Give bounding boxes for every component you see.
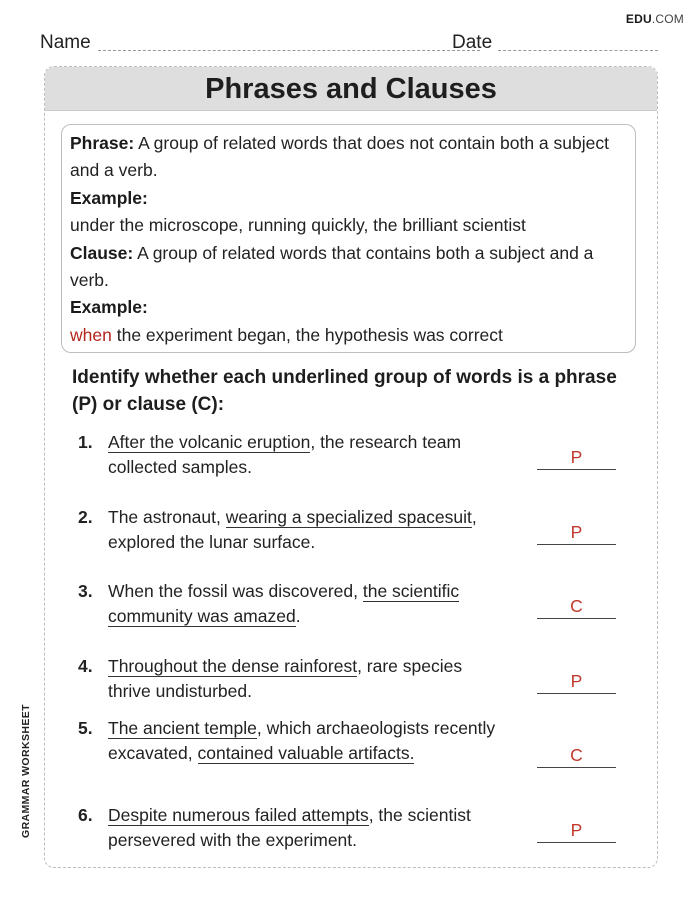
- phrase-definition: Phrase: A group of related words that does not contain both a subject and a verb.: [70, 133, 609, 181]
- underlined-words: the scientific community was amazed: [108, 581, 460, 626]
- underlined-words: Throughout the dense rainforest: [108, 656, 358, 676]
- answer-blank-1[interactable]: P: [537, 444, 616, 470]
- question-text-part: , rare species thrive undisturbed.: [108, 656, 463, 701]
- question-2: [78, 505, 498, 554]
- question-text-part: , the scientist persevered with the experiment.: [108, 805, 471, 850]
- underlined-words: contained valuable artifacts.: [197, 742, 415, 763]
- question-number: 2.: [78, 507, 93, 527]
- phrase-example-label: Example:: [70, 187, 148, 208]
- answer-blank-4[interactable]: P: [537, 668, 616, 694]
- question-5: [78, 716, 498, 765]
- name-date-row: [40, 30, 658, 54]
- page-title: Phrases and Clauses: [45, 67, 657, 111]
- question-number: 6.: [78, 805, 93, 825]
- question-4: [78, 654, 498, 703]
- instructions: Identify whether each underlined group of words is a phrase (P) or clause (C):: [72, 367, 617, 415]
- question-text-part: The astronaut,: [108, 507, 226, 527]
- answer-blank-6[interactable]: P: [537, 817, 616, 843]
- edu-logo: EDU.COM: [625, 12, 684, 26]
- question-text: [108, 716, 498, 765]
- date-field-line[interactable]: [498, 50, 658, 51]
- answer-blank-5[interactable]: C: [537, 742, 616, 768]
- answer-blank-3[interactable]: C: [537, 593, 616, 619]
- underlined-words: After the volcanic eruption: [108, 432, 311, 452]
- question-text: [108, 579, 498, 628]
- clause-example-label: Example:: [70, 297, 148, 318]
- underlined-words: The ancient temple: [108, 718, 257, 738]
- question-text: [108, 803, 498, 852]
- clause-example: when the experiment began, the hypothesis was correct: [70, 324, 503, 345]
- question-text-part: , which archaeologists recently excavated,: [108, 718, 496, 763]
- phrase-example: under the microscope, running quickly, the brilliant scientist: [70, 215, 526, 236]
- question-6: [78, 803, 498, 852]
- question-text-part: .: [295, 605, 301, 626]
- underlined-words: wearing a specialized spacesuit: [225, 507, 472, 527]
- question-text-part: When the fossil was discovered,: [108, 581, 363, 601]
- question-1: [78, 430, 498, 479]
- question-text-part: , explored the lunar surface.: [108, 507, 477, 552]
- question-number: 4.: [78, 656, 93, 676]
- question-text: [108, 430, 498, 479]
- question-text-part: , the research team collected samples.: [108, 432, 462, 477]
- question-number: 1.: [78, 432, 93, 452]
- question-number: 5.: [78, 718, 93, 738]
- answer-blank-2[interactable]: P: [537, 519, 616, 545]
- clause-definition: Clause: A group of related words that contains both a subject and a verb.: [70, 242, 594, 291]
- name-field-line[interactable]: [98, 50, 480, 51]
- date-label: Date: [452, 32, 493, 53]
- question-text: [108, 505, 498, 554]
- question-number: 3.: [78, 581, 93, 601]
- name-label: Name: [40, 32, 91, 53]
- underlined-words: Despite numerous failed attempts: [108, 805, 369, 825]
- side-label: GRAMMAR WORKSHEET: [20, 704, 32, 838]
- definition-box: [61, 124, 636, 353]
- question-3: [78, 579, 498, 628]
- question-text: [108, 654, 498, 703]
